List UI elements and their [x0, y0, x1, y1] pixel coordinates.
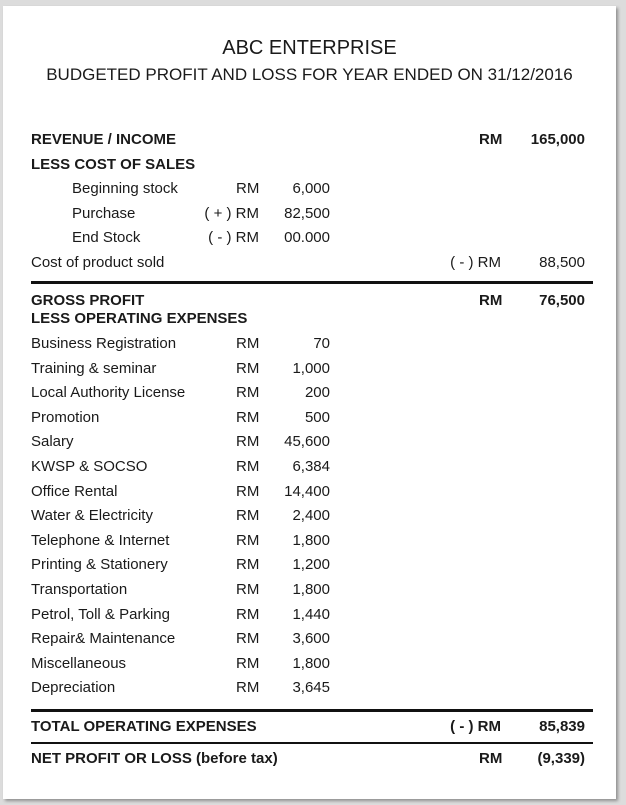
expense-value: 6,384: [292, 458, 330, 475]
expense-label: Local Authority License: [31, 384, 186, 401]
operating-expenses-heading: LESS OPERATING EXPENSES: [31, 310, 248, 327]
expense-value: 2,400: [292, 507, 330, 524]
expense-unit: RM: [236, 655, 260, 672]
expense-label: Repair& Maintenance: [31, 630, 176, 647]
expense-unit: RM: [236, 335, 260, 352]
expense-value: 1,200: [292, 556, 330, 573]
statement-sheet: [3, 6, 616, 799]
revenue-unit: RM: [479, 131, 503, 148]
expense-label: Water & Electricity: [31, 507, 153, 524]
cost-item-label: Beginning stock: [72, 180, 178, 197]
cost-of-product-sold-label: Cost of product sold: [31, 254, 165, 271]
company-name: ABC ENTERPRISE: [222, 37, 397, 59]
expense-label: Promotion: [31, 409, 100, 426]
expense-unit: RM: [236, 483, 260, 500]
gross-profit-label: GROSS PROFIT: [31, 292, 145, 309]
divider-thick: [31, 281, 593, 284]
statement-title: BUDGETED PROFIT AND LOSS FOR YEAR ENDED ON 31/12/2016: [46, 65, 573, 84]
expense-value: 1,800: [292, 655, 330, 672]
expense-value: 500: [304, 409, 330, 426]
cost-item-op: ( - ) RM: [208, 229, 259, 246]
cost-of-product-sold-unit: ( - ) RM: [450, 254, 501, 271]
expense-label: Petrol, Toll & Parking: [31, 606, 170, 623]
expense-value: 14,400: [284, 483, 330, 500]
expense-label: Telephone & Internet: [31, 532, 170, 549]
expense-unit: RM: [236, 606, 260, 623]
expense-label: Depreciation: [31, 679, 116, 696]
expense-unit: RM: [236, 532, 260, 549]
expense-value: 1,440: [292, 606, 330, 623]
cost-item-value: 6,000: [292, 180, 330, 197]
expense-label: KWSP & SOCSO: [31, 458, 148, 475]
expense-unit: RM: [236, 556, 260, 573]
expense-unit: RM: [236, 507, 260, 524]
cost-item-label: End Stock: [72, 229, 141, 246]
expense-value: 1,800: [292, 532, 330, 549]
expense-unit: RM: [236, 679, 260, 696]
gross-profit-unit: RM: [479, 292, 503, 309]
cost-of-sales-heading: LESS COST OF SALES: [31, 156, 196, 173]
expense-label: Printing & Stationery: [31, 556, 168, 573]
cost-item-op: ( + ) RM: [204, 205, 259, 222]
total-operating-expenses-unit: ( - ) RM: [450, 718, 501, 735]
revenue-label: REVENUE / INCOME: [31, 131, 177, 148]
expense-unit: RM: [236, 458, 260, 475]
cost-item-value: 82,500: [284, 205, 330, 222]
expense-value: 45,600: [284, 433, 330, 450]
total-operating-expenses-value: 85,839: [539, 718, 585, 735]
expense-unit: RM: [236, 409, 260, 426]
net-profit-value: (9,339): [537, 750, 585, 767]
expense-unit: RM: [236, 630, 260, 647]
expense-unit: RM: [236, 433, 260, 450]
expense-value: 200: [304, 384, 330, 401]
expense-unit: RM: [236, 360, 260, 377]
expense-label: Business Registration: [31, 335, 177, 352]
expense-label: Transportation: [31, 581, 128, 598]
expense-value: 70: [313, 335, 330, 352]
expense-unit: RM: [236, 384, 260, 401]
expense-value: 1,800: [292, 581, 330, 598]
gross-profit-value: 76,500: [539, 292, 585, 309]
expense-value: 3,645: [292, 679, 330, 696]
cost-item-value: 00.000: [284, 229, 330, 246]
expense-value: 3,600: [292, 630, 330, 647]
expense-value: 1,000: [292, 360, 330, 377]
expense-unit: RM: [236, 581, 260, 598]
expense-label: Miscellaneous: [31, 655, 127, 672]
revenue-value: 165,000: [530, 131, 585, 148]
expense-label: Office Rental: [31, 483, 118, 500]
cost-of-product-sold-value: 88,500: [539, 254, 585, 271]
cost-item-unit: RM: [236, 180, 260, 197]
net-profit-unit: RM: [479, 750, 503, 767]
cost-item-label: Purchase: [72, 205, 136, 222]
expense-label: Salary: [31, 433, 74, 450]
divider-thick: [31, 709, 593, 712]
expense-label: Training & seminar: [31, 360, 157, 377]
net-profit-label: NET PROFIT OR LOSS (before tax): [31, 750, 278, 767]
total-operating-expenses-label: TOTAL OPERATING EXPENSES: [31, 718, 257, 735]
divider-thin: [31, 742, 593, 744]
